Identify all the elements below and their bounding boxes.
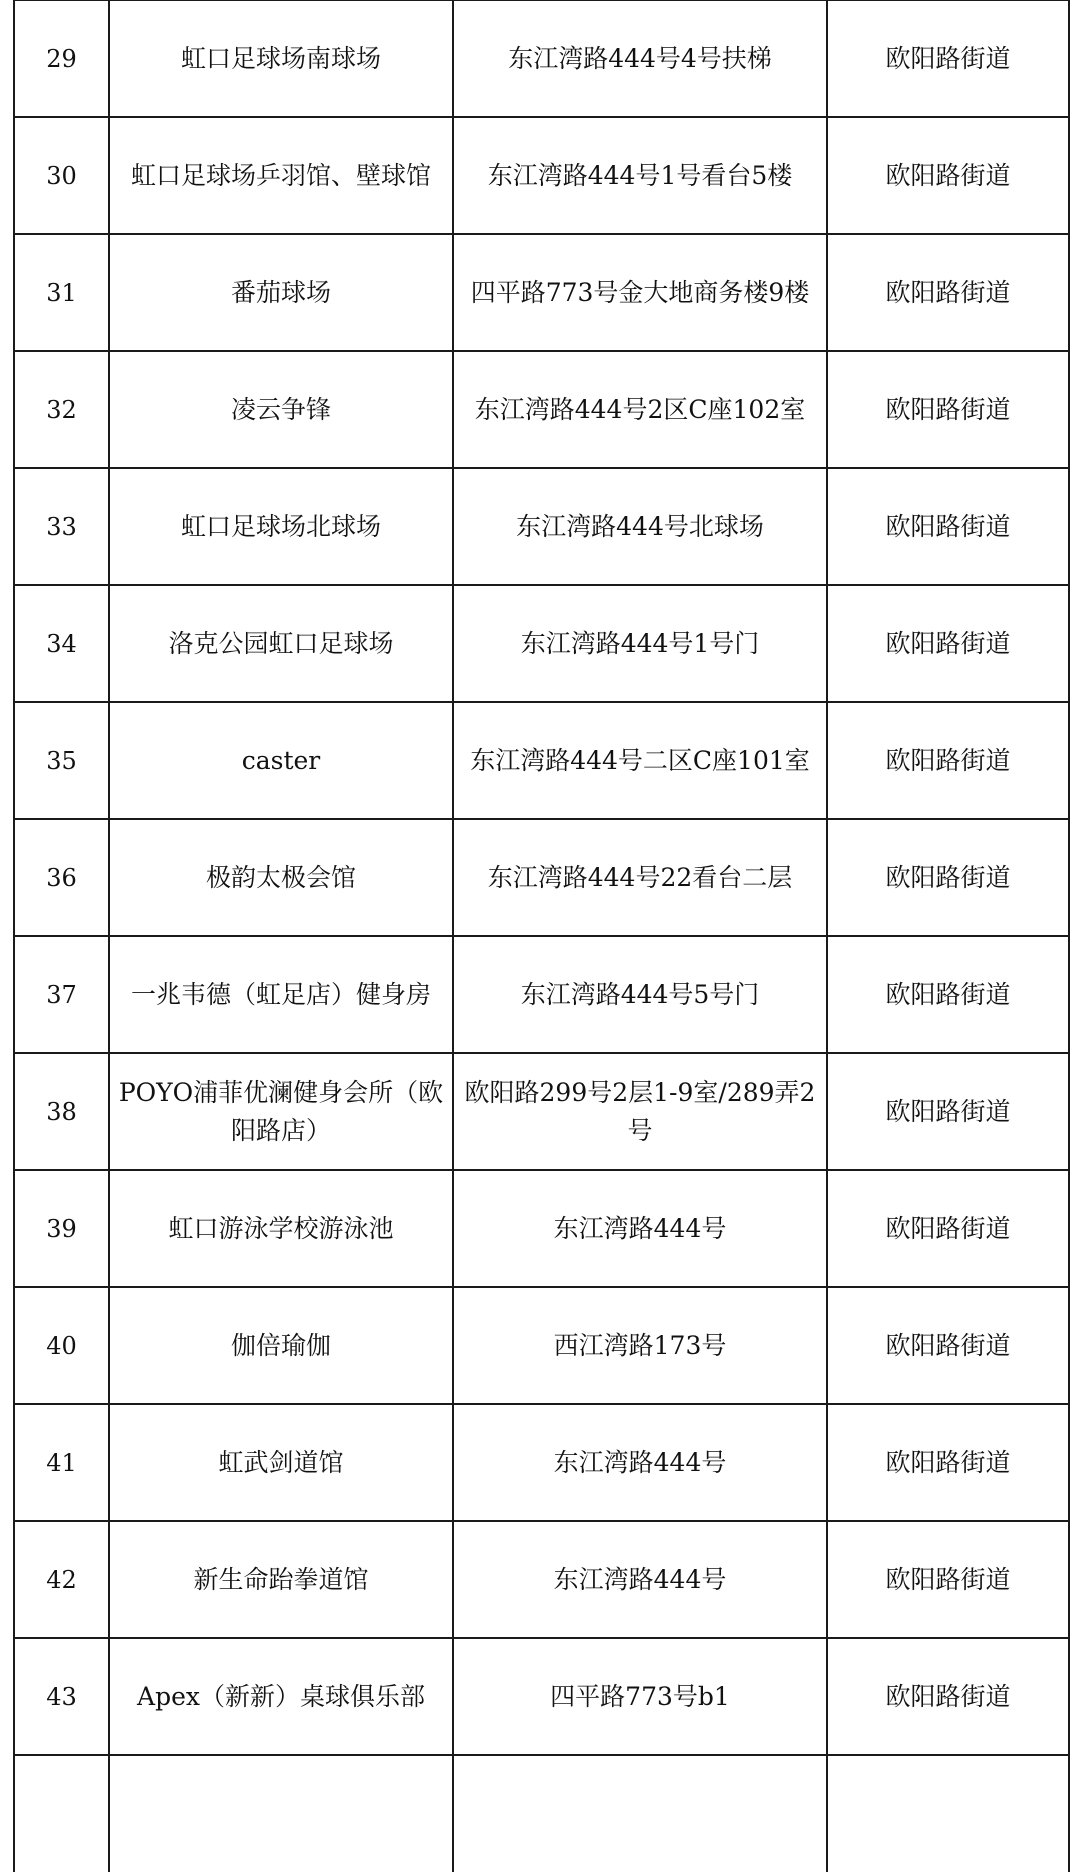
venue-address: 东江湾路444号4号扶梯 bbox=[453, 0, 827, 117]
table-row bbox=[14, 1170, 1069, 1287]
venue-name: caster bbox=[109, 702, 453, 819]
venue-street: 欧阳路街道 bbox=[827, 1170, 1069, 1287]
venue-address: 四平路773号b1 bbox=[453, 1638, 827, 1755]
venue-address: 东江湾路444号2区C座102室 bbox=[453, 351, 827, 468]
table-row bbox=[14, 117, 1069, 234]
empty-cell bbox=[453, 1755, 827, 1872]
venue-street: 欧阳路街道 bbox=[827, 1521, 1069, 1638]
venue-address: 东江湾路444号 bbox=[453, 1521, 827, 1638]
venue-street: 欧阳路街道 bbox=[827, 351, 1069, 468]
venue-name: POYO浦菲优澜健身会所（欧阳路店） bbox=[109, 1053, 453, 1170]
venue-street: 欧阳路街道 bbox=[827, 1638, 1069, 1755]
venue-address: 四平路773号金大地商务楼9楼 bbox=[453, 234, 827, 351]
row-number: 40 bbox=[14, 1287, 109, 1404]
venue-name: 虹武剑道馆 bbox=[109, 1404, 453, 1521]
row-number: 30 bbox=[14, 117, 109, 234]
venue-address: 东江湾路444号 bbox=[453, 1404, 827, 1521]
venue-street: 欧阳路街道 bbox=[827, 0, 1069, 117]
venue-name: 洛克公园虹口足球场 bbox=[109, 585, 453, 702]
row-number: 35 bbox=[14, 702, 109, 819]
venue-name: 一兆韦德（虹足店）健身房 bbox=[109, 936, 453, 1053]
venue-name: 凌云争锋 bbox=[109, 351, 453, 468]
table-row bbox=[14, 585, 1069, 702]
venue-name: 虹口游泳学校游泳池 bbox=[109, 1170, 453, 1287]
venue-street: 欧阳路街道 bbox=[827, 585, 1069, 702]
venue-table-body bbox=[14, 0, 1069, 1872]
table-row bbox=[14, 936, 1069, 1053]
venue-name: 极韵太极会馆 bbox=[109, 819, 453, 936]
row-number: 37 bbox=[14, 936, 109, 1053]
empty-cell bbox=[14, 1755, 109, 1872]
venue-name: 虹口足球场南球场 bbox=[109, 0, 453, 117]
venue-address: 东江湾路444号二区C座101室 bbox=[453, 702, 827, 819]
table-row bbox=[14, 1521, 1069, 1638]
row-number: 41 bbox=[14, 1404, 109, 1521]
venue-address: 西江湾路173号 bbox=[453, 1287, 827, 1404]
venue-table bbox=[13, 0, 1070, 1872]
venue-name: Apex（新新）桌球俱乐部 bbox=[109, 1638, 453, 1755]
venue-address: 东江湾路444号5号门 bbox=[453, 936, 827, 1053]
row-number: 33 bbox=[14, 468, 109, 585]
table-row bbox=[14, 1287, 1069, 1404]
venue-name: 新生命跆拳道馆 bbox=[109, 1521, 453, 1638]
venue-address: 欧阳路299号2层1-9室/289弄2号 bbox=[453, 1053, 827, 1170]
table-row bbox=[14, 819, 1069, 936]
row-number: 32 bbox=[14, 351, 109, 468]
venue-street: 欧阳路街道 bbox=[827, 819, 1069, 936]
venue-street: 欧阳路街道 bbox=[827, 117, 1069, 234]
row-number: 38 bbox=[14, 1053, 109, 1170]
row-number: 34 bbox=[14, 585, 109, 702]
row-number: 39 bbox=[14, 1170, 109, 1287]
table-row bbox=[14, 234, 1069, 351]
table-row bbox=[14, 468, 1069, 585]
venue-address: 东江湾路444号1号看台5楼 bbox=[453, 117, 827, 234]
venue-street: 欧阳路街道 bbox=[827, 468, 1069, 585]
table-row bbox=[14, 1053, 1069, 1170]
venue-name: 番茄球场 bbox=[109, 234, 453, 351]
row-number: 43 bbox=[14, 1638, 109, 1755]
row-number: 31 bbox=[14, 234, 109, 351]
venue-address: 东江湾路444号北球场 bbox=[453, 468, 827, 585]
row-number: 29 bbox=[14, 0, 109, 117]
row-number: 42 bbox=[14, 1521, 109, 1638]
venue-street: 欧阳路街道 bbox=[827, 936, 1069, 1053]
empty-cell bbox=[109, 1755, 453, 1872]
venue-name: 伽倍瑜伽 bbox=[109, 1287, 453, 1404]
venue-address: 东江湾路444号22看台二层 bbox=[453, 819, 827, 936]
venue-name: 虹口足球场北球场 bbox=[109, 468, 453, 585]
table-row bbox=[14, 351, 1069, 468]
empty-cell bbox=[827, 1755, 1069, 1872]
venue-name: 虹口足球场乒羽馆、壁球馆 bbox=[109, 117, 453, 234]
table-row bbox=[14, 702, 1069, 819]
venue-street: 欧阳路街道 bbox=[827, 1053, 1069, 1170]
venue-street: 欧阳路街道 bbox=[827, 1404, 1069, 1521]
table-row bbox=[14, 0, 1069, 117]
table-row bbox=[14, 1638, 1069, 1755]
venue-address: 东江湾路444号1号门 bbox=[453, 585, 827, 702]
venue-table-container bbox=[13, 0, 1068, 1872]
venue-street: 欧阳路街道 bbox=[827, 1287, 1069, 1404]
venue-address: 东江湾路444号 bbox=[453, 1170, 827, 1287]
table-row bbox=[14, 1404, 1069, 1521]
venue-street: 欧阳路街道 bbox=[827, 702, 1069, 819]
table-row-partial bbox=[14, 1755, 1069, 1872]
venue-street: 欧阳路街道 bbox=[827, 234, 1069, 351]
row-number: 36 bbox=[14, 819, 109, 936]
